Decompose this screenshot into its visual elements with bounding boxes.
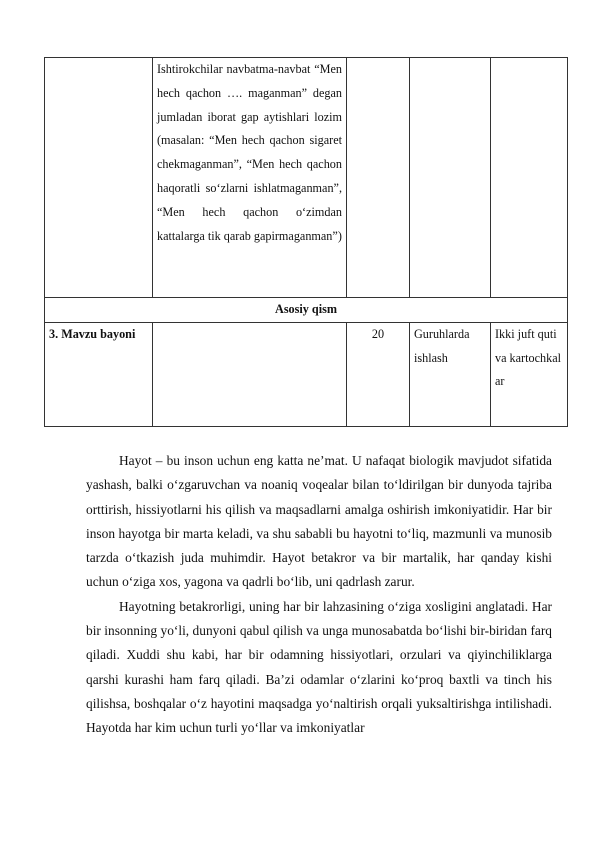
- table-cell-stage: 3. Mavzu bayoni: [45, 322, 153, 426]
- table-cell-time: 20: [347, 322, 410, 426]
- table-cell-stage-empty: [45, 58, 153, 298]
- paragraph: Hayot – bu inson uchun eng katta ne’mat. U nafaqat biologik mavjudot sifatida yashash, balki o‘zgaruvchan va noaniq voqealar bilan to‘ldirilgan bir dunyoda tajriba orttirish, hissiyotlarni his qilish va maqsadlarni amalga oshirish imkoniyatidir. Har bir inson hayotga bir marta keladi, va shu sababli bu hayotni to‘liq, mazmunli va munosib tarzda o‘tkazish juda muhimdir. Hayot betakror va bir martalik, har qanday kishi uchun o‘ziga xos, yagona va qadrli bo‘lib, uni qadrlash zarur.: [86, 453, 552, 590]
- table-cell-method: Guruhlarda ishlash: [410, 322, 491, 426]
- table-row: [45, 322, 568, 426]
- paragraph: Hayotning betakrorligi, uning har bir lahzasining o‘ziga xosligini anglatadi. Har bir insonning yo‘li, dunyoni qabul qilish va unga munosabatda bo‘lishi bir-biridan farq qiladi. Xuddi shu kabi, har bir odamning hissiyotlari, orzulari va qiyinchiliklarga qarshi kurashi ham farq qiladi. Ba’zi odamlar o‘zlarini ko‘proq baxtli va tinch his qilishsa, boshqalar o‘z hayotini maqsadga yo‘naltirish orqali yuksaltirishga intilishadi. Hayotda har kim uchun turli yo‘llar va imkoniyatlar: [86, 598, 552, 736]
- table-cell-empty: [347, 58, 410, 298]
- table-cell-empty: [491, 58, 568, 298]
- table-cell-activity-description: Ishtirokchilar navbatma-navbat “Men hech qachon …. maganman” degan jumladan iborat gap aytishlari lozim (masalan: “Men hech qachon sigaret chekmaganman”, “Men hech qachon haqoratli so‘zlarni ishlatmaganman”, “Men hech qachon o‘zimdan kattalarga tik qarab gapirmaganman”): [153, 58, 347, 298]
- table-row-section: [45, 298, 568, 323]
- table-cell-materials: Ikki juft quti va kartochkalar: [491, 322, 568, 426]
- table-cell-empty: [410, 58, 491, 298]
- table-row: [45, 58, 568, 298]
- body-text: [86, 449, 552, 741]
- section-title: Asosiy qism: [45, 298, 568, 323]
- table-cell-activity: [153, 322, 347, 426]
- lesson-plan-table: [44, 57, 568, 427]
